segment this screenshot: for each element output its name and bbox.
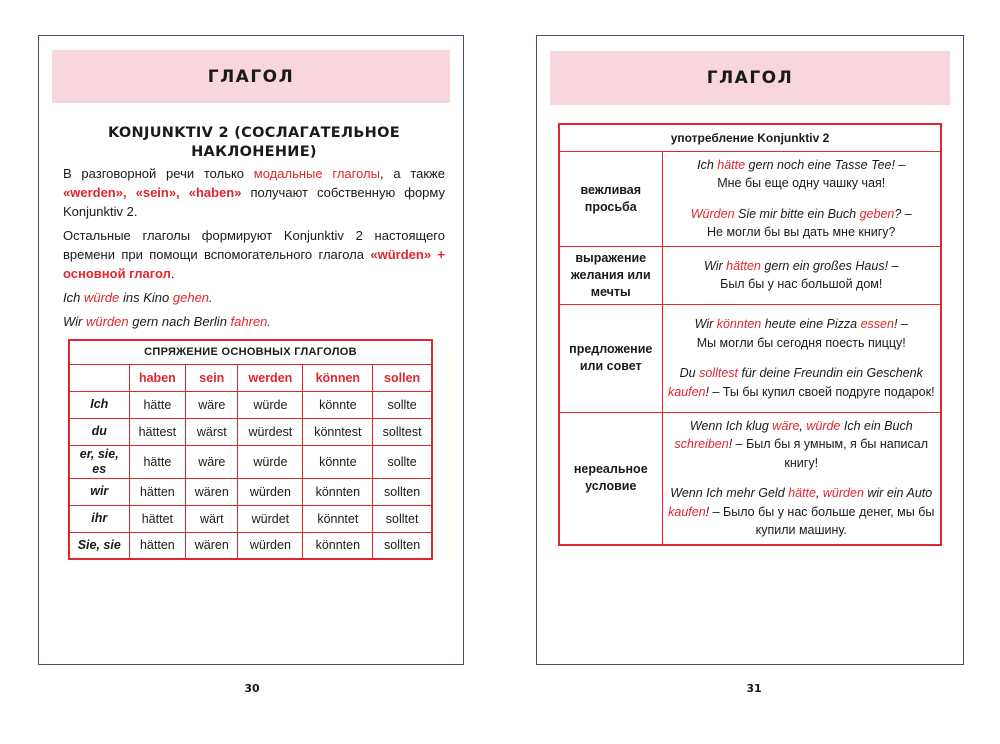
form-cell: würde [238, 445, 303, 478]
table-row [69, 532, 432, 559]
right-banner: ГЛАГОЛ [550, 51, 950, 105]
header-cell: können [303, 364, 373, 391]
form-cell: wärst [186, 418, 238, 445]
table-row [69, 505, 432, 532]
left-page-card [38, 35, 464, 665]
form-cell: solltet [373, 505, 432, 532]
form-cell: hätte [129, 391, 186, 418]
example-2: Wir würden gern nach Berlin fahren. [63, 314, 272, 329]
form-cell: hätten [129, 478, 186, 505]
form-cell: würdest [238, 418, 303, 445]
form-cell: wärt [186, 505, 238, 532]
pronoun-cell: Ich [69, 391, 129, 418]
form-cell: hätten [129, 532, 186, 559]
form-cell: wären [186, 532, 238, 559]
table-header-row [69, 364, 432, 391]
pronoun-cell: ihr [69, 505, 129, 532]
form-cell: würden [238, 478, 303, 505]
form-cell: sollten [373, 532, 432, 559]
paragraph-1: В разговорной речи только модальные глаголы, а также «werden», «sein», «haben» получают собственную форму Konjunktiv 2. [63, 166, 446, 219]
empty-header-cell [69, 364, 129, 391]
page-number-left: 30 [244, 682, 260, 695]
form-cell: hättet [129, 505, 186, 532]
right-page [500, 0, 1000, 744]
table-row [69, 418, 432, 445]
form-cell: würdet [238, 505, 303, 532]
usage-row-advice [559, 304, 941, 412]
section-title: KONJUNKTIV 2 (СОСЛАГАТЕЛЬНОЕ НАКЛОНЕНИЕ) [108, 125, 400, 160]
category-cell: предложение или совет [559, 304, 662, 412]
usage-table-header: употребление Konjunktiv 2 [559, 124, 941, 151]
example-block: Würden Sie mir bitte ein Buch geben? – Не могли бы вы дать мне книгу? [690, 206, 912, 239]
header-cell: sollen [373, 364, 432, 391]
usage-row-polite [559, 151, 941, 246]
left-banner: ГЛАГОЛ [52, 50, 450, 103]
category-cell: выражение желания или мечты [559, 246, 662, 304]
example-block: Wenn Ich klug wäre, würde Ich ein Buch schreiben! – Был бы я умным, я бы написал книгу! [674, 418, 928, 470]
left-content [63, 124, 445, 336]
table-row [69, 445, 432, 478]
usage-row-unreal [559, 412, 941, 545]
pronoun-cell: er, sie, es [69, 445, 129, 478]
examples-cell [662, 304, 941, 412]
form-cell: würden [238, 532, 303, 559]
conjugation-table [68, 339, 433, 560]
example-block: Du solltest für deine Freundin ein Geschenk kaufen! – Ты бы купил своей подруге подарок! [667, 366, 935, 399]
header-cell: haben [129, 364, 186, 391]
example-block: Wir könnten heute eine Pizza essen! – Мы могли бы сегодня поесть пиццу! [694, 317, 908, 350]
example-block: Wir hätten gern ein großes Haus! – Был бы у нас большой дом! [704, 258, 899, 291]
examples-cell [662, 246, 941, 304]
right-page-card [536, 35, 964, 665]
pronoun-cell: Sie, sie [69, 532, 129, 559]
form-cell: könnte [303, 445, 373, 478]
form-cell: könnte [303, 391, 373, 418]
form-cell: könntest [303, 418, 373, 445]
form-cell: solltest [373, 418, 432, 445]
form-cell: würde [238, 391, 303, 418]
form-cell: könnten [303, 478, 373, 505]
usage-table [558, 123, 942, 546]
table-row [69, 478, 432, 505]
paragraph-2: Остальные глаголы формируют Konjunktiv 2 настоящего времени при помощи вспомогательного глагола «würden» + основной глагол. [63, 228, 445, 281]
form-cell: könntet [303, 505, 373, 532]
examples-cell [662, 151, 941, 246]
pronoun-cell: du [69, 418, 129, 445]
pronoun-cell: wir [69, 478, 129, 505]
table-row [69, 391, 432, 418]
form-cell: könnten [303, 532, 373, 559]
category-cell: вежливая просьба [559, 151, 662, 246]
form-cell: sollte [373, 391, 432, 418]
form-cell: wären [186, 478, 238, 505]
example-block: Wenn Ich mehr Geld hätte, würden wir ein Auto kaufen! – Было бы у нас больше денег, мы бы купили машину. [668, 486, 935, 538]
usage-row-wish [559, 246, 941, 304]
header-cell: sein [186, 364, 238, 391]
header-cell: werden [238, 364, 303, 391]
examples-cell [662, 412, 941, 545]
page-number-right: 31 [746, 682, 762, 695]
form-cell: wäre [186, 391, 238, 418]
category-cell: нереальное условие [559, 412, 662, 545]
form-cell: sollte [373, 445, 432, 478]
example-1: Ich würde ins Kino gehen. [63, 290, 213, 305]
form-cell: wäre [186, 445, 238, 478]
example-block: Ich hätte gern noch eine Tasse Tee! – Мне бы еще одну чашку чая! [697, 157, 906, 190]
form-cell: sollten [373, 478, 432, 505]
form-cell: hätte [129, 445, 186, 478]
table-caption: СПРЯЖЕНИЕ ОСНОВНЫХ ГЛАГОЛОВ [69, 340, 432, 364]
form-cell: hättest [129, 418, 186, 445]
